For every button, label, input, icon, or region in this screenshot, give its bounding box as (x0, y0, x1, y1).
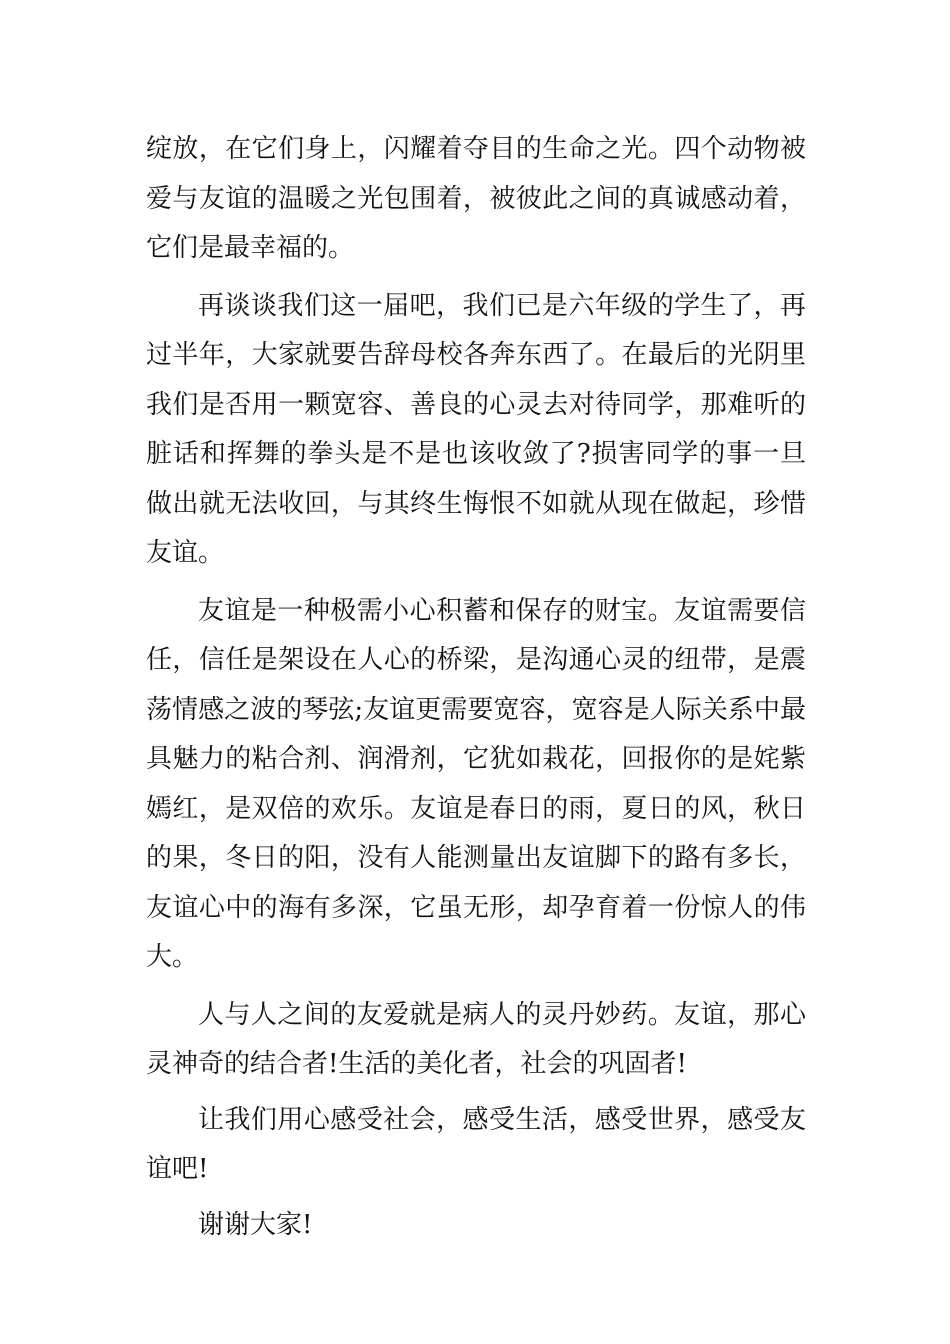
paragraph-continuation: 绽放，在它们身上，闪耀着夺目的生命之光。四个动物被爱与友谊的温暖之光包围着，被彼此之间的真诚感动着，它们是最幸福的。 (146, 134, 806, 263)
paragraph-friendship-treasure: 友谊是一种极需小心积蓄和保存的财宝。友谊需要信任，信任是架设在人心的桥梁，是沟通心灵的纽带，是震荡情感之波的琴弦;友谊更需要宽容，宽容是人际关系中最具魅力的粘合剂、润滑剂，它犹如栽花，回报你的是姹紫嫣红，是双倍的欢乐。友谊是春日的雨，夏日的风，秋日的果，冬日的阳，没有人能测量出友谊脚下的路有多长，友谊心中的海有多深，它虽无形，却孕育着一份惊人的伟大。 (146, 595, 806, 972)
paragraph-thanks: 谢谢大家! (198, 1209, 313, 1240)
paragraph-sixth-grade: 再谈谈我们这一届吧，我们已是六年级的学生了，再过半年，大家就要告辞母校各奔东西了。在最后的光阴里我们是否用一颗宽容、善良的心灵去对待同学，那难听的脏话和挥舞的拳头是不是也该收敛了?损害同学的事一旦做出就无法收回，与其终生悔恨不如就从现在做起，珍惜友谊。 (146, 290, 806, 568)
document-body (146, 125, 806, 1258)
paragraph-friendship-medicine: 人与人之间的友爱就是病人的灵丹妙药。友谊，那心灵神奇的结合者!生活的美化者，社会的巩固者! (146, 999, 806, 1079)
paragraph-feel-with-heart: 让我们用心感受社会，感受生活，感受世界，感受友谊吧! (146, 1104, 806, 1184)
